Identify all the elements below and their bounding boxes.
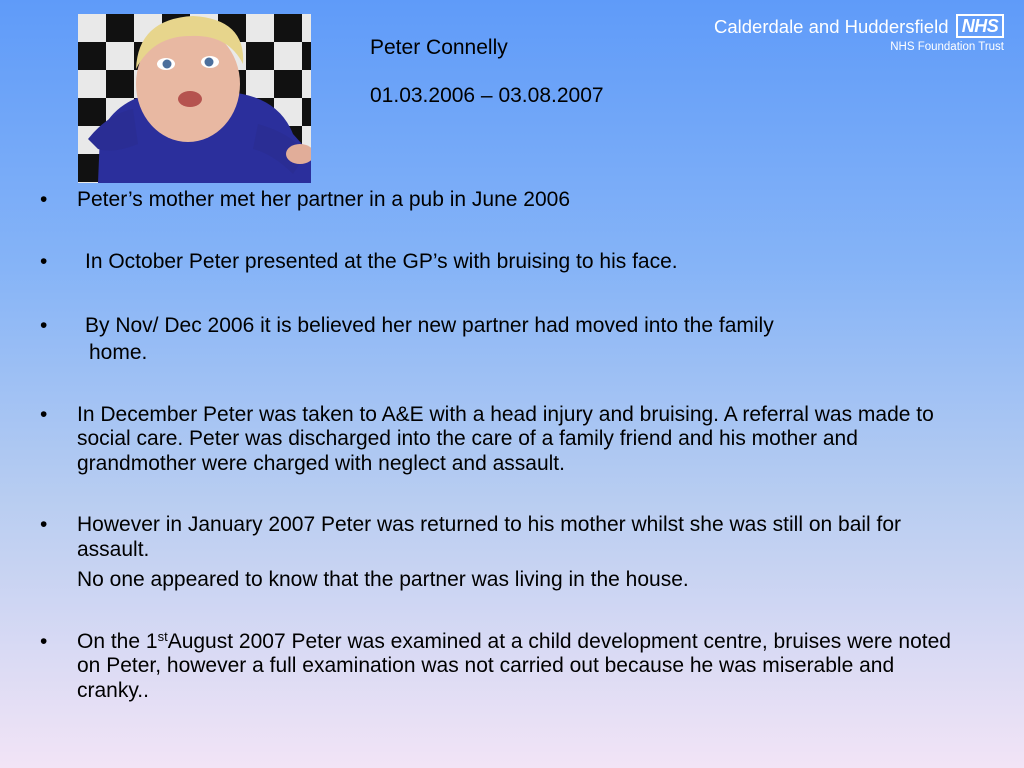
bullet-dot: •: [40, 629, 48, 653]
nhs-trust-logo: [714, 12, 1004, 58]
list-item-text: In December Peter was taken to A&E with a head injury and bruising. A referral was made to social care. Peter was discharged into the care of a family friend and his mother and grandmother were charged with neglect and assault.: [77, 402, 934, 475]
list-item-text: In October Peter presented at the GP’s with bruising to his face.: [85, 249, 678, 273]
bullet-dot: •: [40, 513, 48, 536]
list-item-continuation: [40, 341, 1000, 366]
date-range: 01.03.2006 – 03.08.2007: [370, 84, 604, 107]
list-item-text: By Nov/ Dec 2006 it is believed her new partner had moved into the family: [85, 314, 774, 337]
ordinal-suffix: st: [157, 628, 168, 644]
child-photo: [78, 14, 311, 183]
bullet-dot: •: [40, 249, 48, 273]
list-item-text: No one appeared to know that the partner was living in the house.: [77, 568, 689, 591]
list-item-text: home.: [89, 341, 148, 364]
list-item-continuation: [40, 568, 1000, 593]
bullet-list: [40, 188, 1000, 703]
logo-trust-name: NHS Foundation Trust: [890, 41, 1004, 53]
list-item: [40, 513, 937, 562]
bullet-dot: •: [40, 188, 48, 211]
list-item: [40, 630, 957, 704]
list-item-text: On the 1: [77, 629, 158, 653]
logo-organisation: Calderdale and Huddersfield: [714, 16, 949, 37]
bullet-dot: •: [40, 402, 48, 426]
bullet-dot: •: [40, 314, 48, 337]
list-item: [40, 403, 937, 477]
list-item-text: However in January 2007 Peter was returned to his mother whilst she was still on bail for assault.: [77, 513, 902, 561]
list-item-text: Peter’s mother met her partner in a pub in June 2006: [77, 188, 571, 211]
list-item: [40, 311, 1000, 341]
list-item: [40, 250, 1000, 275]
page-title: Peter Connelly: [370, 36, 508, 59]
list-item: [40, 188, 1000, 213]
list-item-text: August 2007 Peter was examined at a child development centre, bruises were noted on Peter, however a full examination was not carried out because he was miserable and cranky..: [77, 629, 951, 702]
nhs-mark: NHS: [956, 14, 1004, 38]
